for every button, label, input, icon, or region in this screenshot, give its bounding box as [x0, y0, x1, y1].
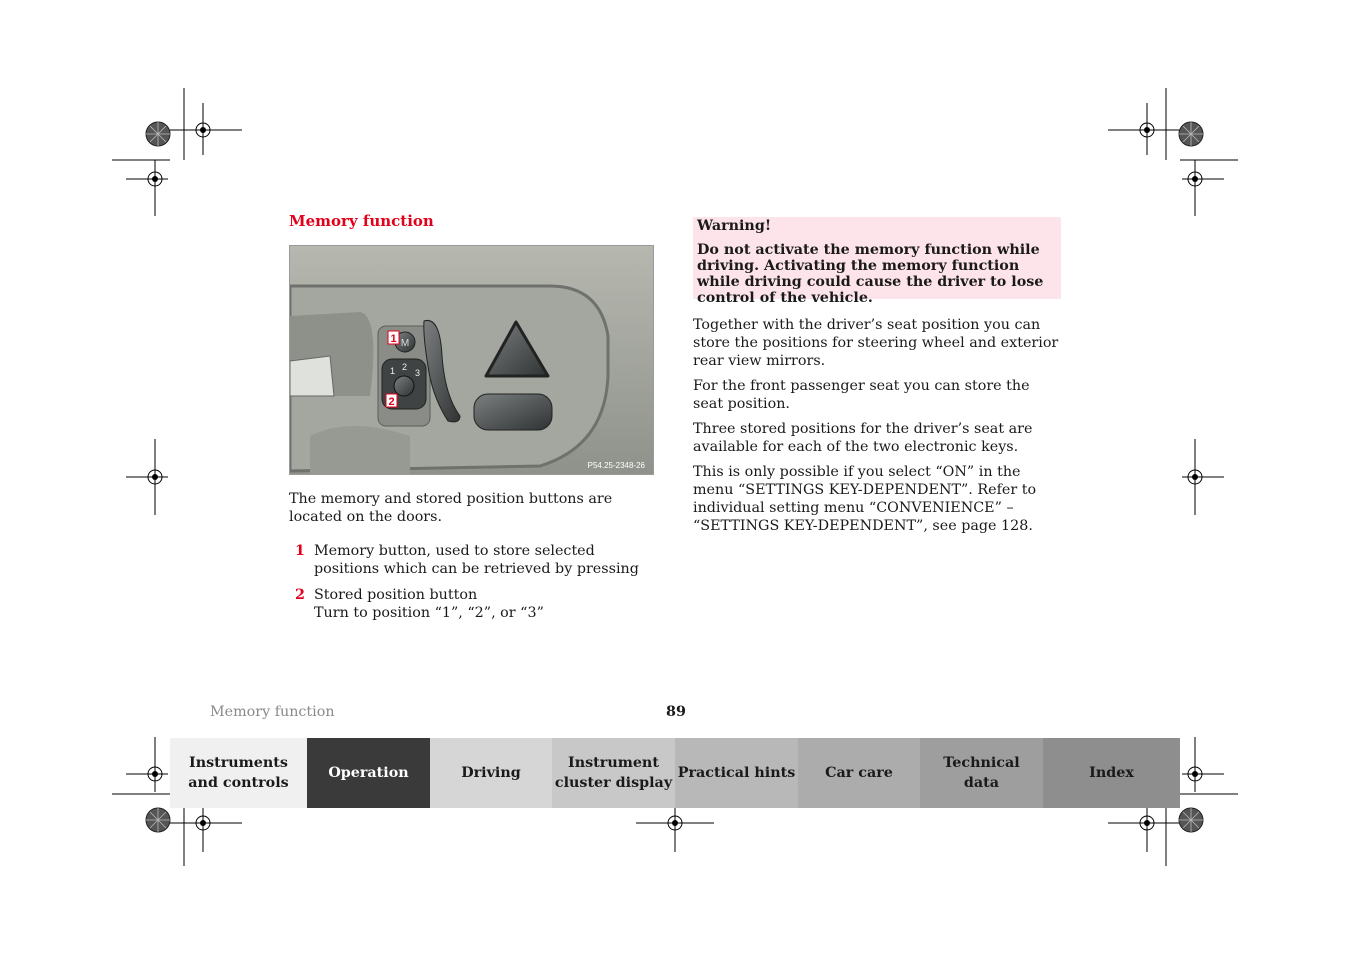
tab-technical-data[interactable] — [920, 738, 1043, 808]
callout-1: 1 — [390, 333, 397, 345]
warning-body: Do not activate the memory function while driving. Activating the memory function while driving could cause the driver to lose control of the vehicle. — [697, 242, 1044, 306]
warning-box — [693, 217, 1061, 306]
paragraph: For the front passenger seat you can store the seat position. — [693, 378, 1030, 412]
callout-2: 2 — [388, 396, 395, 408]
warning-title: Warning! — [697, 218, 772, 234]
footer-section-label: Memory function — [210, 704, 335, 720]
knob-position-1: 1 — [390, 366, 396, 376]
item-number: 2 — [295, 587, 305, 603]
tab-index[interactable] — [1043, 738, 1180, 808]
tab-driving[interactable] — [430, 738, 552, 808]
paragraph: This is only possible if you select “ON” in the menu “SETTINGS KEY-DEPENDENT”. Refer to individual setting menu “CONVENIENCE” – “SETTINGS KEY-DEPENDENT”, see page 128. — [693, 464, 1037, 534]
tab-label: Practical hints — [677, 765, 796, 781]
tab-label: Car care — [825, 765, 893, 781]
paragraph: Three stored positions for the driver’s seat are available for each of the two electronic keys. — [693, 421, 1033, 455]
item-text-block — [314, 586, 654, 622]
knob-position-3: 3 — [415, 368, 421, 378]
paragraph: Together with the driver’s seat position you can store the positions for steering wheel and exterior rear view mirrors. — [693, 317, 1059, 369]
tab-label: Operation — [328, 765, 409, 781]
item-text: Stored position button — [314, 587, 478, 603]
intro-paragraph: The memory and stored position buttons are located on the doors. — [289, 491, 613, 525]
tab-label: Driving — [461, 765, 521, 781]
chapter-tabs — [170, 738, 1180, 808]
tab-label: Instrument — [568, 755, 659, 771]
tab-operation[interactable] — [307, 738, 430, 808]
tab-instrument-cluster-display[interactable] — [552, 738, 675, 808]
tab-label: data — [963, 775, 1000, 791]
memory-knob-label: M — [400, 338, 410, 349]
page-number: 89 — [666, 704, 686, 720]
tab-label: and controls — [188, 775, 289, 791]
item-number: 1 — [295, 543, 305, 559]
tab-label: Technical — [943, 755, 1020, 771]
knob-position-2: 2 — [402, 362, 408, 372]
door-panel-illustration — [289, 245, 654, 475]
tab-practical-hints[interactable] — [675, 738, 798, 808]
section-title: Memory function — [289, 212, 434, 230]
item-subtext: Turn to position “1”, “2”, or “3” — [314, 605, 544, 621]
figure-code: P54.25-2348-26 — [587, 461, 645, 470]
tab-label: cluster display — [554, 775, 673, 791]
tab-label: Index — [1089, 765, 1134, 781]
tab-car-care[interactable] — [798, 738, 920, 808]
tab-label: Instruments — [189, 755, 288, 771]
tab-instruments-and-controls[interactable] — [170, 738, 307, 808]
item-text: Memory button, used to store selected positions which can be retrieved by pressing — [314, 543, 639, 577]
